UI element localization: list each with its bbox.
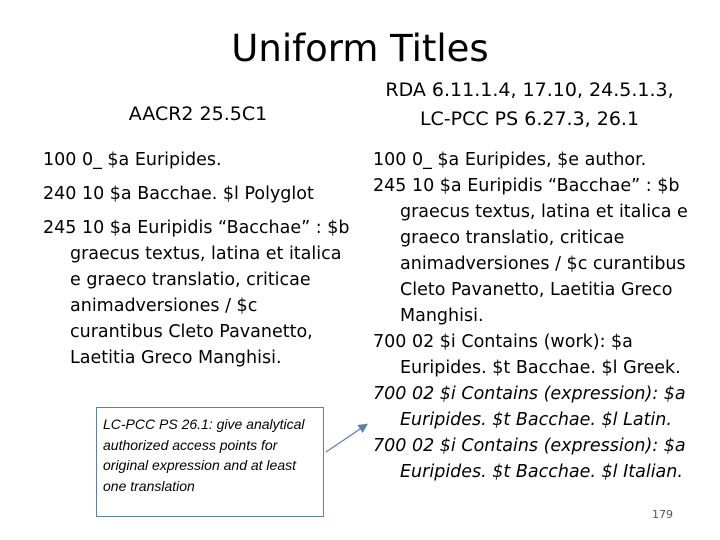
- rda-line: Euripides. $t Bacchae. $l Latin.: [400, 410, 672, 430]
- aacr2-line: 245 10 $a Euripidis “Bacchae” : $b: [43, 218, 350, 238]
- rda-line: animadversiones / $c curantibus: [400, 254, 686, 274]
- rda-line: 100 0_ $a Euripides, $e author.: [373, 150, 647, 170]
- slide-title: Uniform Titles: [231, 27, 489, 70]
- aacr2-line: Laetitia Greco Manghisi.: [70, 348, 282, 368]
- aacr2-line: 100 0_ $a Euripides.: [43, 150, 222, 170]
- rda-line: 700 02 $i Contains (expression): $a: [373, 436, 686, 456]
- rda-line: Cleto Pavanetto, Laetitia Greco: [400, 280, 673, 300]
- aacr2-line: e graeco translatio, criticae: [70, 270, 311, 290]
- page-number: 179: [652, 508, 673, 521]
- aacr2-line: curantibus Cleto Pavanetto,: [70, 322, 313, 342]
- rda-line: 245 10 $a Euripidis “Bacchae” : $b: [373, 176, 680, 196]
- aacr2-line: graecus textus, latina et italica: [70, 244, 342, 264]
- rda-line: Manghisi.: [400, 306, 484, 326]
- rda-line: 700 02 $i Contains (work): $a: [373, 332, 633, 352]
- aacr2-line: 240 10 $a Bacchae. $l Polyglot: [43, 184, 314, 204]
- rda-line: graeco translatio, criticae: [400, 228, 625, 248]
- rda-header-line1: RDA 6.11.1.4, 17.10, 24.5.1.3,: [385, 79, 674, 101]
- aacr2-line: animadversiones / $c: [70, 296, 258, 316]
- rda-line: graecus textus, latina et italica e: [400, 202, 688, 222]
- lc-pcc-note-box: LC-PCC PS 26.1: give analytical authorized access points for original expression and at least one translation: [96, 407, 324, 517]
- rda-header-line2: LC-PCC PS 6.27.3, 26.1: [419, 108, 640, 130]
- rda-line: Euripides. $t Bacchae. $l Greek.: [400, 358, 681, 378]
- rda-line: Euripides. $t Bacchae. $l Italian.: [400, 462, 683, 482]
- rda-line: 700 02 $i Contains (expression): $a: [373, 384, 686, 404]
- aacr2-header: AACR2 25.5C1: [128, 103, 268, 125]
